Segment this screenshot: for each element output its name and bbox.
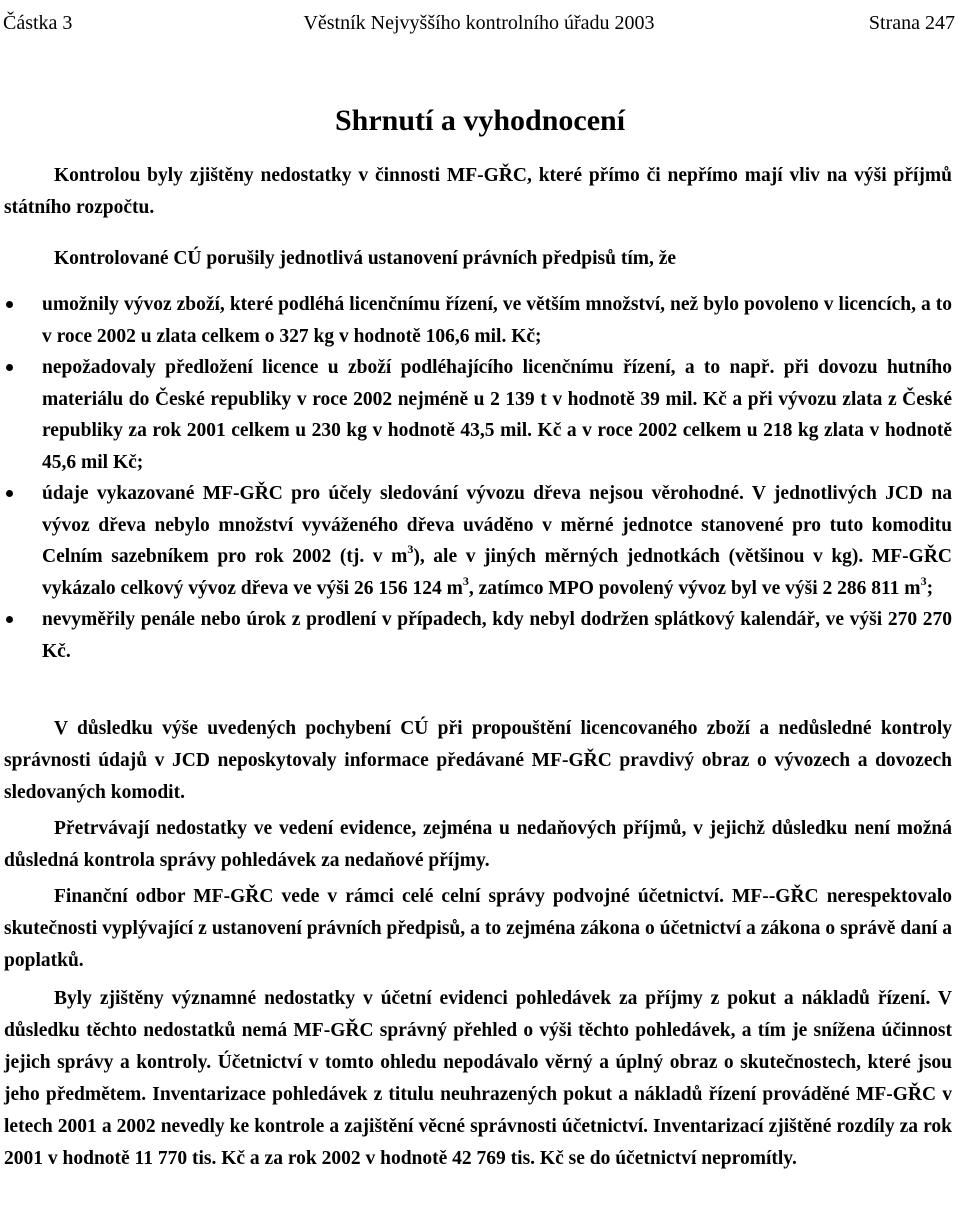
lead-in-paragraph: Kontrolované CÚ porušily jednotlivá ustanovení právních předpisů tím, že: [54, 248, 677, 269]
intro-paragraph: Kontrolou byly zjištěny nedostatky v činnosti MF-GŘC, které přímo či nepřímo mají vliv na výši příjmů státního rozpočtu.: [4, 165, 952, 218]
issue-number: Částka 3: [3, 12, 73, 34]
list-item-text: údaje vykazované MF-GŘC pro účely sledování vývozu dřeva nejsou věrohodné. V jednotlivých JCD na vývoz dřeva nebylo množství vyváženého dřeva uváděno v měrné jednotce stanovené pro tuto komoditu Celním sazebníkem pro rok 2002 (tj. v m: [42, 483, 952, 567]
superscript: 3: [462, 573, 469, 588]
list-item-text: , zatímco MPO povolený vývoz byl ve výši 2 286 811 m: [468, 577, 921, 599]
list-item: [4, 289, 952, 352]
consequence-paragraph: V důsledku výše uvedených pochybení CÚ při propouštění licencovaného zboží a nedůsledné kontroly správnosti údajů v JCD neposkytovaly informace předávané MF-GŘC pravdivý obraz o vývozech a dovozech sledovaných komodit.: [4, 718, 952, 803]
list-item-text: nepožadovaly předložení licence u zboží podléhajícího licenčnímu řízení, a to např. při dovozu hutního materiálu do České republiky v roce 2002 nejméně u 2 139 t v hodnotě 39 mil. Kč a při vývozu zlata z České republiky za rok 2001 celkem u 230 kg v hodnotě 43,5 mil. Kč a v roce 2002 celkem u 218 kg zlata v hodnotě 45,6 mil Kč;: [42, 357, 952, 473]
list-item: [4, 604, 952, 667]
section-title: Shrnutí a vyhodnocení: [334, 104, 626, 137]
superscript: 3: [920, 573, 927, 588]
accounting-paragraph: Finanční odbor MF-GŘC vede v rámci celé celní správy podvojné účetnictví. MF--GŘC nerespektovalo skutečnosti vyplývající z ustanovení právních předpisů, a to zejména zákona o účetnictví a zákona o správě daní a poplatků.: [4, 886, 952, 971]
list-item: [4, 352, 952, 478]
page-number: Strana 247: [868, 12, 955, 34]
list-item-text: ;: [926, 577, 934, 599]
list-item-text: umožnily vývoz zboží, které podléhá licenčnímu řízení, ve větším množství, než bylo povoleno v licencích, a to v roce 2002 u zlata celkem o 327 kg v hodnotě 106,6 mil. Kč;: [42, 294, 952, 347]
bullet-icon: [6, 364, 13, 371]
list-item: [4, 478, 952, 604]
publication-title: Věstník Nejvyššího kontrolního úřadu 2003: [303, 12, 655, 34]
receivables-paragraph: Byly zjištěny významné nedostatky v účetní evidenci pohledávek za příjmy z pokut a nákladů řízení. V důsledku těchto nedostatků nemá MF-GŘC správný přehled o výši těchto pohledávek, a tím je snížena účinnost jejich správy a kontroly. Účetnictví v tomto ohledu nepodávalo věrný a úplný obraz o skutečnostech, které jsou jeho předmětem. Inventarizace pohledávek z titulu neuhrazených pokut a nákladů řízení prováděné MF-GŘC v letech 2001 a 2002 nevedly ke kontrole a zajištění věcné správnosti účetnictví. Inventarizací zjištěné rozdíly za rok 2001 v hodnotě 11 770 tis. Kč a za rok 2002 v hodnotě 42 769 tis. Kč se do účetnictví nepromítly.: [4, 988, 952, 1169]
list-item-text: nevyměřily penále nebo úrok z prodlení v případech, kdy nebyl dodržen splátkový kalendář, ve výši 270 270 Kč.: [42, 609, 952, 662]
bullet-icon: [6, 616, 13, 623]
page-header: [3, 8, 955, 38]
superscript: 3: [407, 542, 414, 556]
findings-list: [4, 289, 952, 667]
bullet-icon: [6, 301, 13, 308]
bullet-icon: [6, 490, 13, 497]
list-item-text: ), ale v jiných měrných jednotkách (většinou v kg). MF-GŘC vykázalo celkový vývoz dřeva ve výši 26 156 124 m: [42, 546, 952, 599]
records-paragraph: Přetrvávají nedostatky ve vedení evidence, zejména u nedaňových příjmů, v jejichž důsledku není možná důsledná kontrola správy pohledávek za nedaňové příjmy.: [4, 818, 952, 871]
